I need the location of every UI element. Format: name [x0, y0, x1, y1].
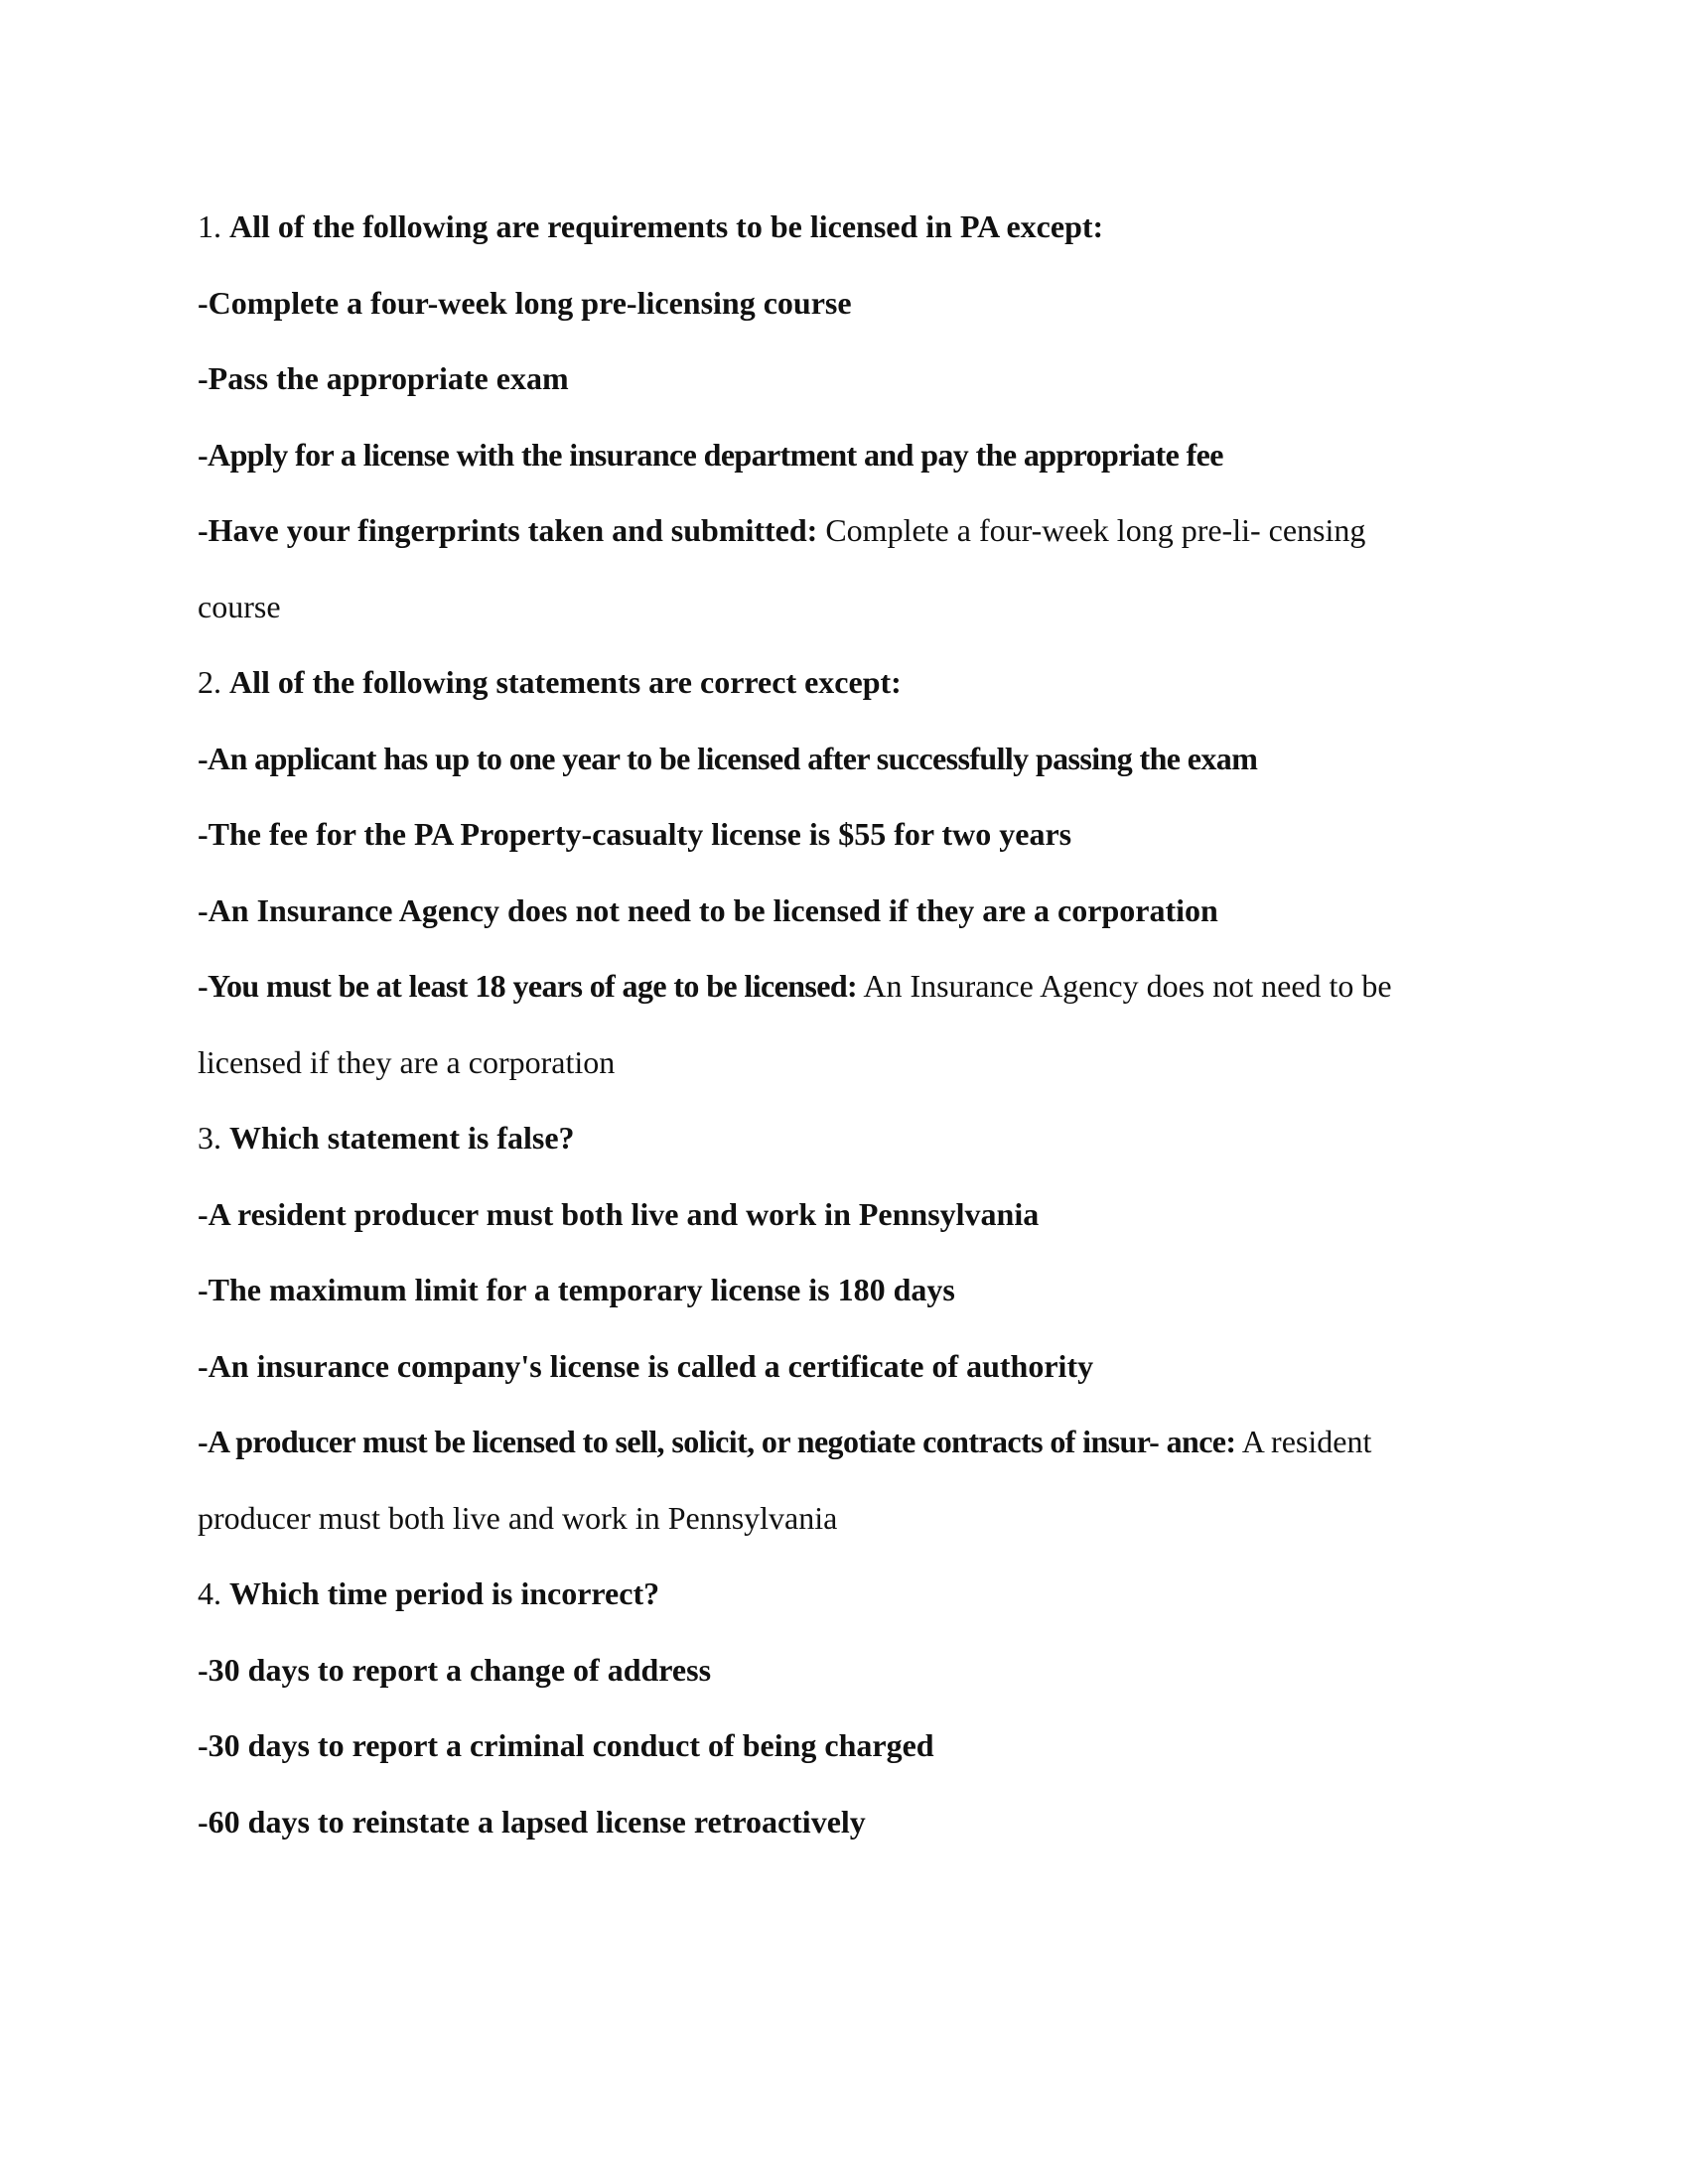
- option: -An applicant has up to one year to be licensed after successfully passing the exam: [198, 740, 1258, 776]
- question-1: [198, 189, 1508, 265]
- option: -Pass the appropriate exam: [198, 360, 569, 396]
- question-4: [198, 1556, 1508, 1632]
- question-number: 2.: [198, 664, 221, 700]
- option: -An insurance company's license is called a certificate of authority: [198, 1347, 1094, 1384]
- question-number: 1.: [198, 208, 221, 244]
- question-2: [198, 644, 1508, 721]
- option: -You must be at least 18 years of age to be licensed:: [198, 968, 858, 1004]
- option-with-answer: [198, 948, 1508, 1024]
- option: -An Insurance Agency does not need to be licensed if they are a corporation: [198, 891, 1218, 928]
- option: -Apply for a license with the insurance department and pay the appropriate fee: [198, 436, 1223, 473]
- answer: An Insurance Agency does not need to be: [863, 968, 1392, 1004]
- answer-continuation: licensed if they are a corporation: [198, 1043, 616, 1080]
- answer-continuation: producer must both live and work in Pennsylvania: [198, 1499, 838, 1536]
- question-3: [198, 1100, 1508, 1176]
- question-stem: All of the following statements are correct except:: [229, 664, 902, 700]
- answer: A resident: [1241, 1424, 1372, 1459]
- question-number: 3.: [198, 1120, 221, 1156]
- option: -Complete a four-week long pre-licensing course: [198, 284, 852, 321]
- option: -A resident producer must both live and work in Pennsylvania: [198, 1195, 1040, 1232]
- option: -The fee for the PA Property-casualty license is $55 for two years: [198, 816, 1072, 852]
- option: -30 days to report a change of address: [198, 1651, 712, 1688]
- question-stem: All of the following are requirements to be licensed in PA except:: [229, 208, 1104, 244]
- option: -30 days to report a criminal conduct of being charged: [198, 1727, 934, 1763]
- option: -A producer must be licensed to sell, solicit, or negotiate contracts of insur- ance:: [198, 1424, 1236, 1459]
- question-number: 4.: [198, 1575, 221, 1611]
- option: -60 days to reinstate a lapsed license retroactively: [198, 1803, 866, 1840]
- option: -Have your fingerprints taken and submitted:: [198, 512, 818, 548]
- document-page: [198, 189, 1508, 1859]
- option-with-answer: [198, 1404, 1508, 1480]
- option: -The maximum limit for a temporary license is 180 days: [198, 1272, 955, 1307]
- question-stem: Which time period is incorrect?: [229, 1575, 660, 1611]
- answer-continuation: course: [198, 588, 281, 624]
- option-with-answer: [198, 492, 1508, 569]
- question-stem: Which statement is false?: [229, 1120, 575, 1156]
- answer: Complete a four-week long pre-li- censing: [825, 512, 1366, 548]
